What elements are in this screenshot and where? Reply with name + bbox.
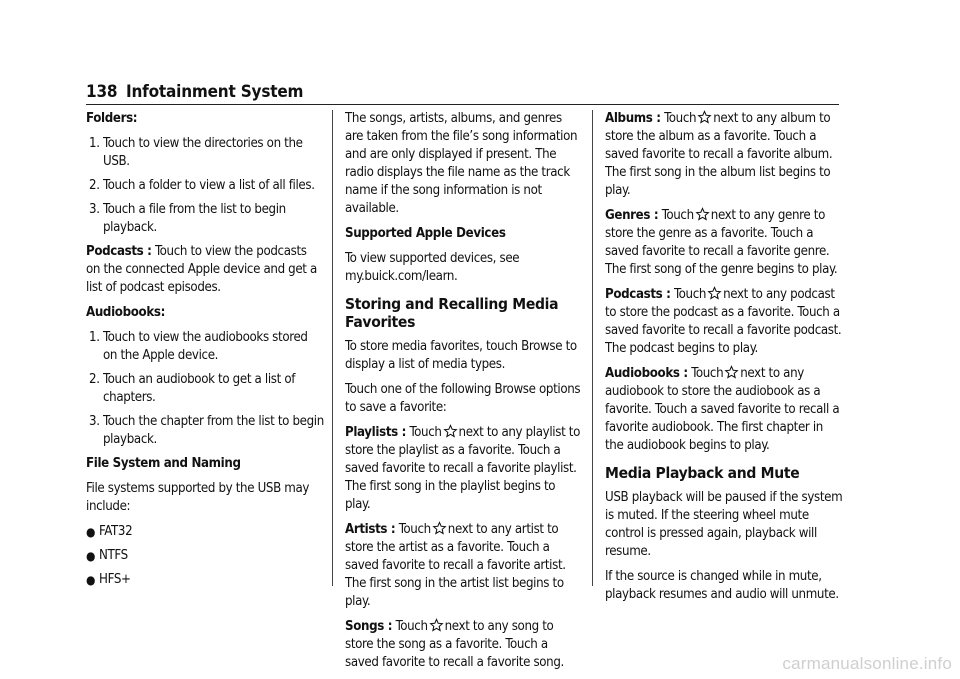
file-system-heading: File System and Naming [86,456,241,471]
list-item: 1. Touch to view the directories on the USB. [89,136,303,169]
audiobooks-fav-paragraph: Audiobooks : Touch next to any audiobook to store the audiobook as a favorite. Touch a saved favorite to recall a favorite audiobook. The first chapter in the audiobook begins to play. [605,366,840,453]
storing-p1: To store media favorites, touch Browse to display a list of media types. [345,339,577,372]
devices-heading: Supported Apple Devices [345,226,506,241]
podcasts-paragraph: Podcasts : Touch to view the podcasts on the connected Apple device and get a list of podcast episodes. [86,244,317,295]
list-item: 1. Touch to view the audiobooks stored on the Apple device. [89,330,308,363]
audiobooks-label: Audiobooks: [86,305,165,320]
podcasts-fav-paragraph: Podcasts : Touch next to any podcast to store the podcast as a favorite. Touch a saved favorite to recall a favorite podcast. The podcast begins to play. [605,287,842,356]
bullet-icon: ● [86,549,96,563]
star-outline-icon [695,207,710,221]
star-outline-icon [429,618,444,632]
mute-p1: USB playback will be paused if the system is muted. If the steering wheel mute control is pressed again, playback will resume. [605,490,843,559]
column-divider-1 [332,110,333,586]
mute-heading: Media Playback and Mute [605,464,800,482]
intro-paragraph: The songs, artists, albums, and genres are taken from the file’s song information and are only displayed if present. The radio displays the file name as the track name if the song information is not available. [345,111,578,216]
list-item: 2. Touch a folder to view a list of all files. [89,178,315,193]
file-system-list [86,523,324,589]
genres-paragraph: Genres : Touch next to any genre to store the genre as a favorite. Touch a saved favorite to recall a favorite genre. The first song of the genre begins to play. [605,208,838,277]
page-number: 138 [86,82,118,102]
star-outline-icon [697,110,712,124]
star-outline-icon [707,286,722,300]
playlists-paragraph: Playlists : Touch next to any playlist to store the playlist as a favorite. Touch a saved favorite to recall a favorite playlist. The first song in the playlist begins to play. [345,425,580,512]
mute-p2: If the source is changed while in mute, playback resumes and audio will unmute. [605,569,839,602]
column-1 [86,110,324,595]
folders-steps [86,135,324,237]
page-title: Infotainment System [126,82,304,102]
audiobooks-steps [86,329,324,449]
list-item: ● HFS+ [86,572,131,587]
bullet-icon: ● [86,525,96,539]
star-outline-icon [443,424,458,438]
column-divider-2 [592,110,593,586]
devices-text: To view supported devices, see my.buick.com/learn. [345,251,520,284]
list-item: ● FAT32 [86,524,133,539]
file-system-text: File systems supported by the USB may include: [86,481,310,514]
songs-paragraph: Songs : Touch next to any song to store the song as a favorite. Touch a saved favorite to recall a favorite song. [345,619,564,670]
list-item: 3. Touch the chapter from the list to begin playback. [89,414,324,447]
column-3 [605,110,843,611]
bullet-icon: ● [86,573,96,587]
watermark: carmanualsonline.info [782,654,952,673]
artists-paragraph: Artists : Touch next to any artist to store the artist as a favorite. Touch a saved favorite to recall a favorite artist. The first song in the artist list begins to play. [345,522,566,609]
star-outline-icon [432,521,447,535]
storing-p2: Touch one of the following Browse options to save a favorite: [345,382,581,415]
list-item: 3. Touch a file from the list to begin playback. [89,202,286,235]
folders-label: Folders: [86,111,138,126]
list-item: 2. Touch an audiobook to get a list of chapters. [89,372,296,405]
star-outline-icon [724,365,739,379]
page-header [86,82,839,105]
column-2 [345,110,583,679]
storing-heading: Storing and Recalling Media Favorites [345,295,559,331]
albums-paragraph: Albums : Touch next to any album to store the album as a favorite. Touch a saved favorite to recall a favorite album. The first song in the album list begins to play. [605,111,833,198]
list-item: ● NTFS [86,548,128,563]
